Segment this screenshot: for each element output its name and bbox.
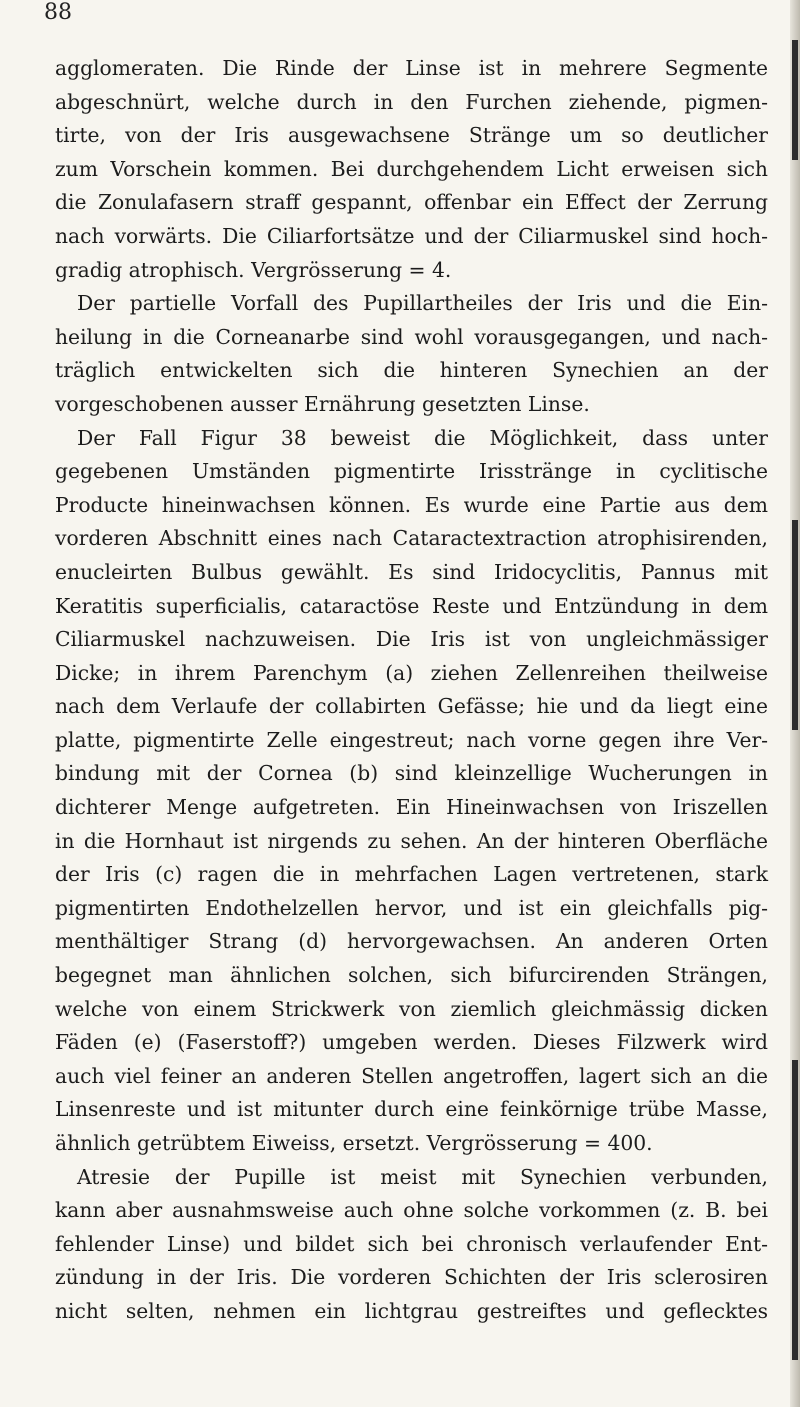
text-line: Dicke; in ihrem Parenchym (a) ziehen Zellenreihen theilweise	[55, 660, 768, 685]
text-line: nach dem Verlaufe der collabirten Gefässe; hie und da liegt eine	[55, 694, 768, 719]
text-line: gradig atrophisch. Vergrösserung = 4.	[55, 257, 452, 282]
text-line: welche von einem Strickwerk von ziemlich gleichmässig dicken	[55, 996, 768, 1021]
text-line: vorderen Abschnitt eines nach Cataractextraction atrophisirenden,	[55, 526, 768, 551]
text-line: begegnet man ähnlichen solchen, sich bifurcirenden Strängen,	[55, 963, 768, 988]
text-line: träglich entwickelten sich die hinteren Synechien an der	[55, 358, 768, 383]
text-line: zündung in der Iris. Die vorderen Schichten der Iris sclerosiren	[55, 1265, 768, 1290]
edge-mark	[792, 520, 798, 730]
text-line: auch viel feiner an anderen Stellen angetroffen, lagert sich an die	[55, 1063, 768, 1088]
page-edge	[790, 0, 800, 1407]
text-line: Fäden (e) (Faserstoff?) umgeben werden. Dieses Filzwerk wird	[55, 1030, 768, 1055]
text-line: zum Vorschein kommen. Bei durchgehendem Licht erweisen sich	[55, 156, 768, 181]
text-line: gegebenen Umständen pigmentirte Irisstränge in cyclitische	[55, 459, 768, 484]
text-line: dichterer Menge aufgetreten. Ein Hineinwachsen von Iriszellen	[55, 795, 768, 820]
text-line: agglomeraten. Die Rinde der Linse ist in mehrere Segmente	[55, 56, 768, 80]
body-text	[55, 52, 768, 1329]
edge-mark	[792, 1060, 798, 1360]
text-line: vorgeschobenen ausser Ernährung gesetzten Linse.	[55, 391, 590, 416]
page-number: 88	[44, 0, 72, 25]
text-line: heilung in die Corneanarbe sind wohl vorausgegangen, und nach-	[55, 324, 768, 349]
edge-mark	[792, 40, 798, 160]
text-line: kann aber ausnahmsweise auch ohne solche vorkommen (z. B. bei	[55, 1198, 768, 1223]
text-line: platte, pigmentirte Zelle eingestreut; nach vorne gegen ihre Ver-	[55, 727, 768, 752]
text-line: Ciliarmuskel nachzuweisen. Die Iris ist von ungleichmässiger	[55, 627, 768, 652]
text-line: fehlender Linse) und bildet sich bei chronisch verlaufender Ent-	[55, 1231, 768, 1256]
text-line: menthältiger Strang (d) hervorgewachsen. An anderen Orten	[55, 929, 768, 954]
text-line: ähnlich getrübtem Eiweiss, ersetzt. Vergrösserung = 400.	[55, 1131, 653, 1155]
text-line: die Zonulafasern straff gespannt, offenbar ein Effect der Zerrung	[55, 190, 768, 215]
text-line: Der partielle Vorfall des Pupillartheiles der Iris und die Ein-	[77, 291, 768, 316]
text-line: Linsenreste und ist mitunter durch eine feinkörnige trübe Masse,	[55, 1097, 768, 1122]
text-line: Producte hineinwachsen können. Es wurde eine Partie aus dem	[55, 492, 768, 517]
text-line: Atresie der Pupille ist meist mit Synechien verbunden,	[77, 1164, 768, 1189]
text-line: Der Fall Figur 38 beweist die Möglichkeit, dass unter	[77, 425, 768, 450]
text-line: nach vorwärts. Die Ciliarfortsätze und der Ciliarmuskel sind hoch-	[55, 223, 768, 248]
text-line: der Iris (c) ragen die in mehrfachen Lagen vertretenen, stark	[55, 862, 768, 887]
text-line: in die Hornhaut ist nirgends zu sehen. An der hinteren Oberfläche	[55, 828, 768, 853]
text-line: nicht selten, nehmen ein lichtgrau gestreiftes und geflecktes	[55, 1298, 768, 1323]
text-line: pigmentirten Endothelzellen hervor, und ist ein gleichfalls pig-	[55, 895, 768, 920]
text-line: bindung mit der Cornea (b) sind kleinzellige Wucherungen in	[55, 761, 768, 786]
text-line: Keratitis superficialis, cataractöse Reste und Entzündung in dem	[55, 593, 768, 618]
text-line: enucleirten Bulbus gewählt. Es sind Iridocyclitis, Pannus mit	[55, 559, 768, 584]
text-line: tirte, von der Iris ausgewachsene Stränge um so deutlicher	[55, 123, 768, 148]
text-line: abgeschnürt, welche durch in den Furchen ziehende, pigmen-	[55, 89, 768, 114]
